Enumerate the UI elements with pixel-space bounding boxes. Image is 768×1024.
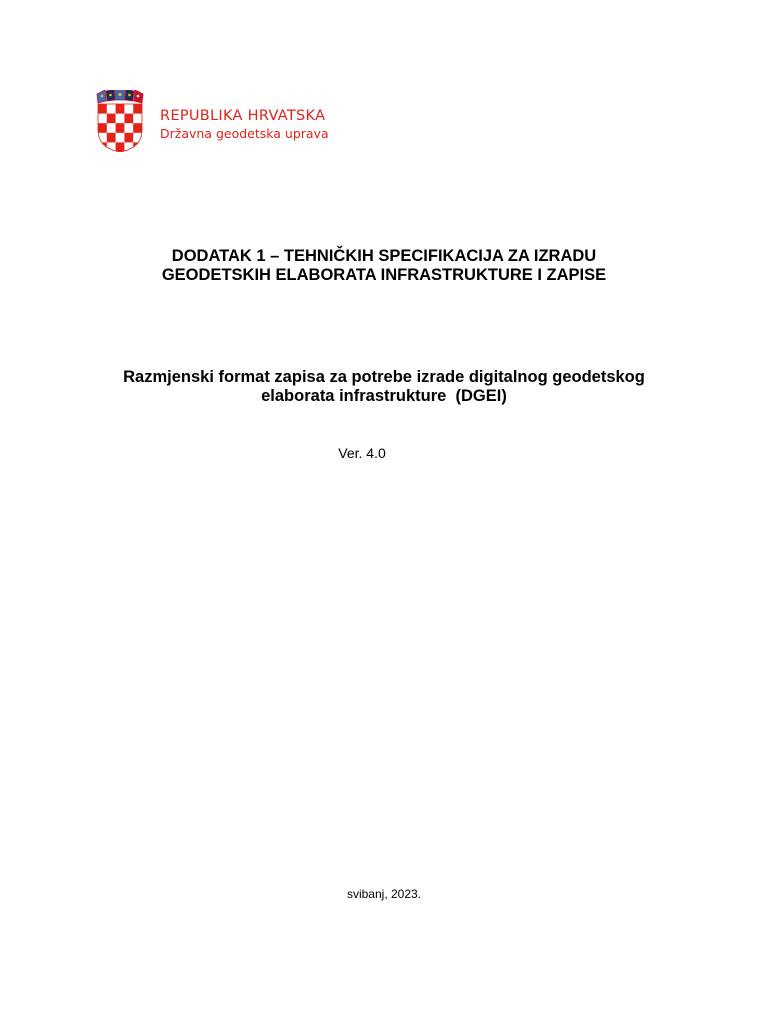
document-subtitle-line-2: elaborata infrastrukture (DGEI) — [261, 387, 507, 405]
header-logo — [96, 90, 329, 152]
croatian-coat-of-arms-icon — [96, 90, 144, 152]
organization-block — [160, 107, 329, 142]
document-date: svibanj, 2023. — [346, 887, 422, 901]
document-subtitle — [0, 368, 768, 406]
organization-name: REPUBLIKA HRVATSKA — [160, 108, 326, 124]
document-version: Ver. 4.0 — [338, 445, 386, 461]
document-title-line-1: DODATAK 1 – TEHNIČKIH SPECIFIKACIJA ZA IZRADU — [171, 247, 597, 265]
document-title — [0, 247, 768, 285]
organization-subtitle: Državna geodetska uprava — [160, 126, 329, 141]
document-subtitle-line-1: Razmjenski format zapisa za potrebe izrade digitalnog geodetskog — [123, 368, 645, 386]
document-title-line-2: GEODETSKIH ELABORATA INFRASTRUKTURE I ZAPISE — [161, 266, 607, 284]
